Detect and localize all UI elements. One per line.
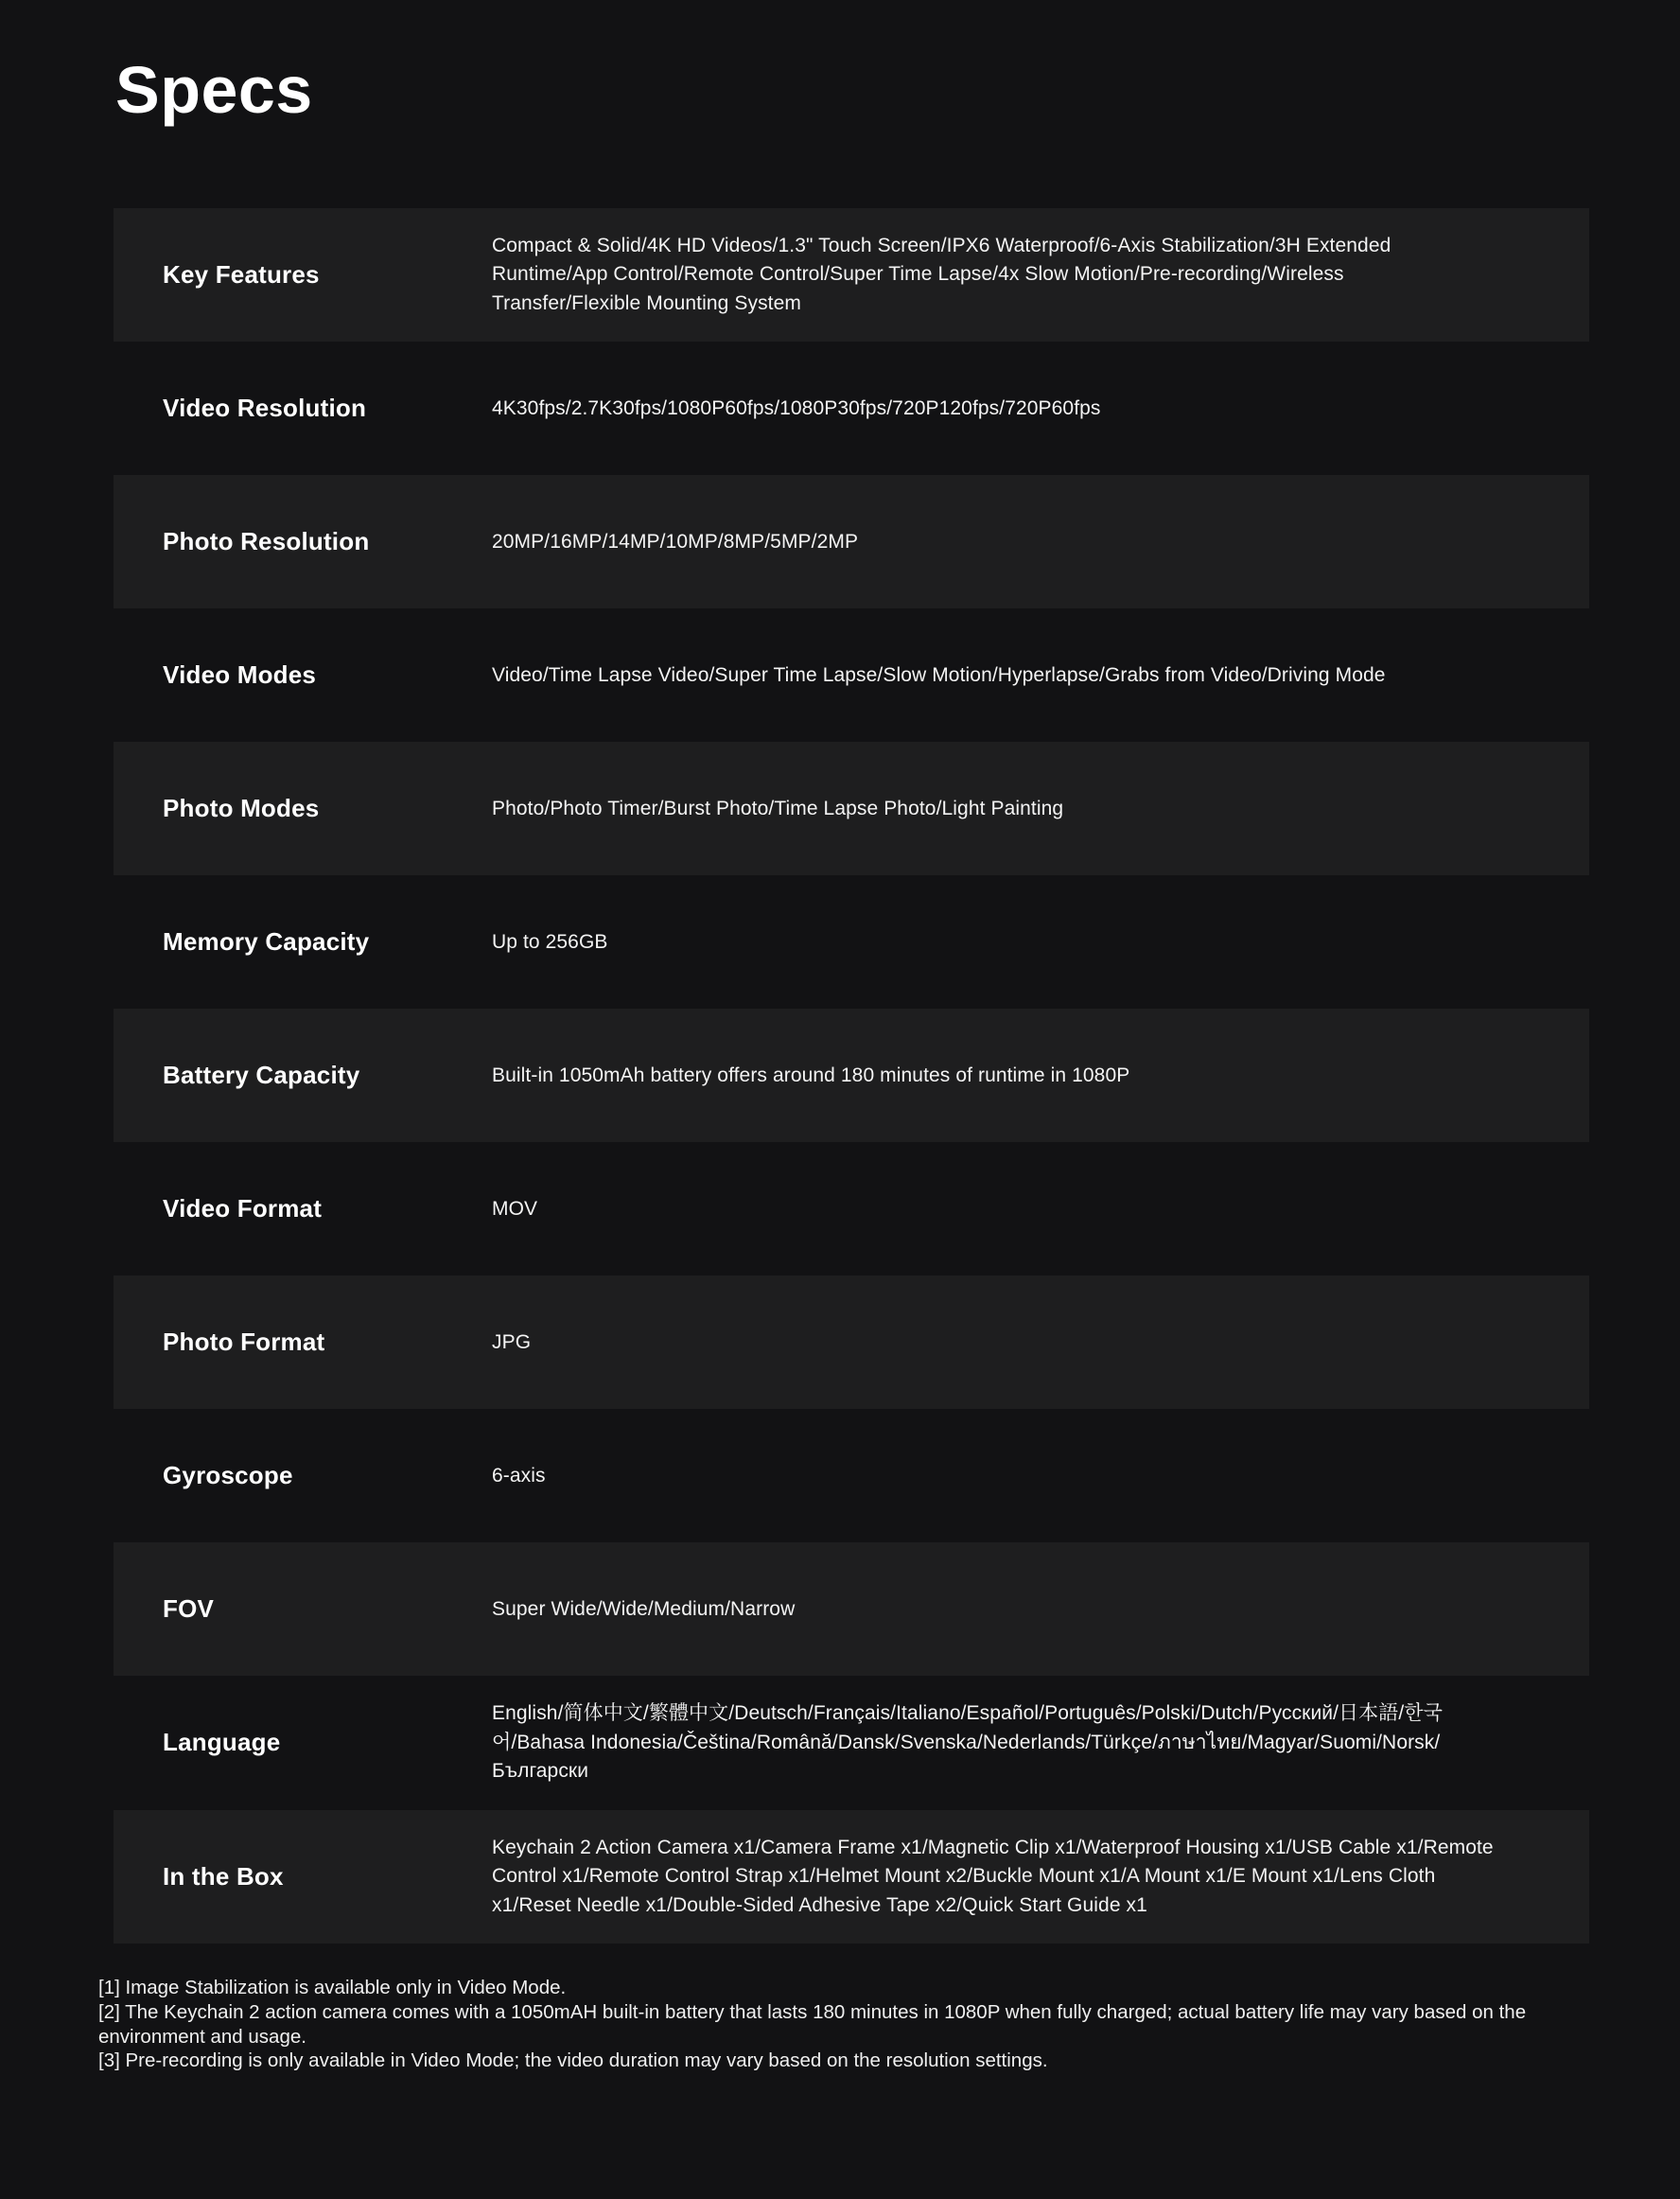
spec-row [114,608,1589,742]
footnote-item: [2] The Keychain 2 action camera comes with a 1050mAH built-in battery that lasts 180 minutes in 1080P when fully charged; actual battery life may vary based on the environment and usage. [98,2000,1527,2048]
spec-row [114,1676,1589,1809]
spec-value: Compact & Solid/4K HD Videos/1.3" Touch Screen/IPX6 Waterproof/6-Axis Stabilization/3H Extended Runtime/App Control/Remote Control/Super Time Lapse/4x Slow Motion/Pre-recording/Wireless Transfer/Flexible Mounting System [492,235,1391,314]
footnote-item: [3] Pre-recording is only available in Video Mode; the video duration may vary based on the resolution settings. [98,2049,1048,2072]
footnote-item: [1] Image Stabilization is available only in Video Mode. [98,1976,567,1998]
spec-value: Photo/Photo Timer/Burst Photo/Time Lapse Photo/Light Painting [492,797,1064,819]
spec-table [114,208,1589,1944]
spec-value: 4K30fps/2.7K30fps/1080P60fps/1080P30fps/720P120fps/720P60fps [492,396,1101,419]
spec-label: Memory Capacity [163,927,370,957]
spec-label: Photo Format [163,1328,325,1357]
spec-value: MOV [492,1197,538,1220]
spec-value: English/简体中文/繁體中文/Deutsch/Français/Italiano/Español/Português/Polski/Dutch/Русский/日本語/한국어/Bahasa Indonesia/Čeština/Română/Dansk/Svenska/Nederlands/Türkçe/ภาษาไทย/Magyar/Suomi/Norsk/Български [492,1702,1444,1783]
spec-value: Video/Time Lapse Video/Super Time Lapse/Slow Motion/Hyperlapse/Grabs from Video/Driving Mode [492,663,1386,686]
spec-label: Key Features [163,260,320,290]
spec-label: Battery Capacity [163,1061,360,1090]
spec-label: Video Resolution [163,394,367,423]
page-title: Specs [115,53,313,127]
spec-label: Gyroscope [163,1461,293,1490]
spec-value: Keychain 2 Action Camera x1/Camera Frame x1/Magnetic Clip x1/Waterproof Housing x1/USB Cable x1/Remote Control x1/Remote Control Strap x1/Helmet Mount x2/Buckle Mount x1/A Mount x1/E Mount x1/Lens Cloth x1/Reset Needle x1/Double-Sided Adhesive Tape x2/Quick Start Guide x1 [492,1836,1494,1916]
spec-row [114,1542,1589,1676]
spec-value: Up to 256GB [492,930,608,953]
spec-value: Super Wide/Wide/Medium/Narrow [492,1597,796,1620]
spec-row [114,1009,1589,1142]
footnotes [98,1976,1589,2073]
spec-row [114,1409,1589,1542]
spec-label: Photo Modes [163,794,320,823]
spec-row [114,1810,1589,1944]
spec-label: Language [163,1728,281,1757]
spec-label: FOV [163,1594,215,1624]
spec-row [114,475,1589,608]
spec-value: 6-axis [492,1464,546,1487]
spec-value: Built-in 1050mAh battery offers around 180 minutes of runtime in 1080P [492,1064,1130,1086]
spec-row [114,1275,1589,1409]
spec-value: JPG [492,1330,532,1353]
spec-value: 20MP/16MP/14MP/10MP/8MP/5MP/2MP [492,530,859,553]
spec-label: Photo Resolution [163,527,370,556]
spec-label: Video Format [163,1194,323,1223]
spec-row [114,342,1589,475]
spec-row [114,1142,1589,1275]
spec-label: Video Modes [163,660,317,690]
spec-row [114,742,1589,875]
spec-row [114,875,1589,1009]
spec-row [114,208,1589,342]
spec-label: In the Box [163,1861,284,1891]
